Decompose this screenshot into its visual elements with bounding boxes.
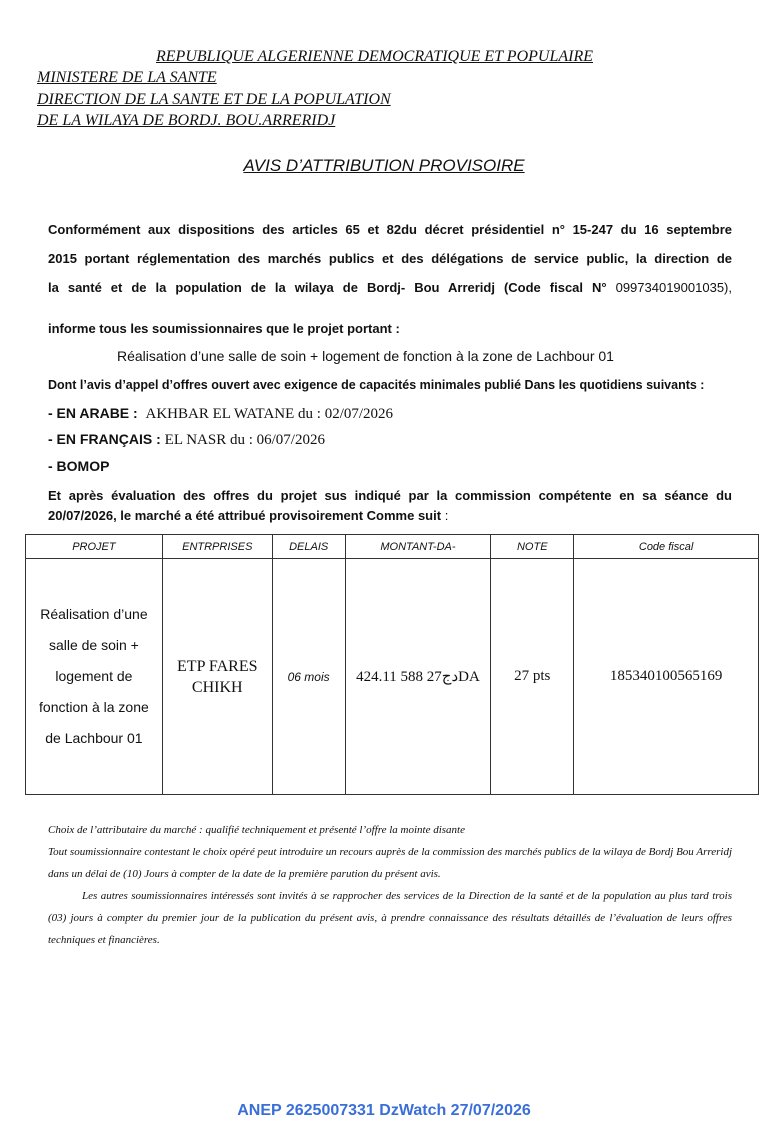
intro-line-1: Conformément aux dispositions des articles 65 et 82du décret présidentiel n° 15-247 du 16 septembre	[48, 222, 732, 237]
footer-choix: Choix de l’attributaire du marché : qualifié techniquement et présenté l’offre la mointe disante	[48, 824, 465, 836]
press-francais-value: EL NASR du : 06/07/2026	[164, 432, 325, 448]
th-note: NOTE	[491, 535, 574, 559]
montant-currency: دج	[441, 669, 459, 685]
tax-id-direction: 099734019001035),	[615, 280, 732, 295]
cell-entreprise: ETP FARES CHIKH	[162, 559, 272, 795]
project-description: Réalisation d’une salle de soin + logement de fonction à la zone de Lachbour 01	[117, 348, 614, 364]
intro-line-4: informe tous les soumissionnaires que le projet portant :	[48, 321, 400, 336]
intro-line-2: 2015 portant réglementation des marchés publics et des délégations de service public, la direction de	[48, 251, 732, 266]
evaluation-line-2-text: 20/07/2026, le marché a été attribué provisoirement Comme suit	[48, 508, 442, 523]
evaluation-line-1: Et après évaluation des offres du projet sus indiqué par la commission compétente en sa séance du	[48, 488, 732, 503]
th-code-fiscal: Code fiscal	[574, 535, 759, 559]
evaluation-colon: :	[444, 508, 449, 523]
cell-code-fiscal: 185340100565169	[574, 559, 759, 795]
montant-value: 27 588 424.11DA	[356, 669, 480, 685]
th-projet: PROJET	[26, 535, 163, 559]
cell-delais: 06 mois	[272, 559, 345, 795]
footer-invitation: Les autres soumissionnaires intéressés sont invités à se rapprocher des services de la Direction de la santé et de la population au plus tard trois (03) jours à compter du premier jour de la publication du présent avis, à prendre connaissance des résultats détaillés de l’évaluation de leurs offres techniques et financières.	[48, 890, 732, 946]
notice-line: Dont l’avis d’appel d’offres ouvert avec exigence de capacités minimales publié Dans les quotidiens suivants :	[48, 378, 705, 392]
attribution-table	[25, 534, 759, 795]
cell-projet: Réalisation d’une salle de soin + logement de fonction à la zone de Lachbour 01	[26, 559, 163, 795]
table-header-row	[26, 535, 759, 559]
footer-recours: Tout soumissionnaire contestant le choix opéré peut introduire un recours auprès de la commission des marchés publics de la wilaya de Bordj Bou Arreridj dans un délai de (10) Jours à compter de la date de la première parution du présent avis.	[48, 846, 732, 880]
cell-note: 27 pts	[491, 559, 574, 795]
cell-montant	[345, 559, 491, 795]
press-bomop-label: - BOMOP	[48, 458, 110, 474]
th-montant: MONTANT-DA-	[345, 535, 491, 559]
table-row	[26, 559, 759, 795]
press-arabe-label: - EN ARABE :	[48, 405, 138, 421]
intro-line-3-text: la santé et de la population de la wilaya de Bordj- Bou Arreridj (Code fiscal N°	[48, 280, 607, 295]
evaluation-paragraph	[48, 488, 732, 528]
press-francais	[48, 431, 325, 449]
evaluation-line-2	[48, 508, 732, 528]
header-wilaya: DE LA WILAYA DE BORDJ. BOU.ARRERIDJ	[37, 112, 336, 129]
anep-reference: ANEP 2625007331 DzWatch 27/07/2026	[237, 1102, 531, 1119]
th-entreprises: ENTRPRISES	[162, 535, 272, 559]
press-arabe	[48, 405, 393, 423]
press-arabe-value: AKHBAR EL WATANE du : 02/07/2026	[145, 406, 394, 422]
intro-line-3	[48, 280, 732, 309]
press-bomop	[48, 458, 109, 474]
intro-paragraph	[48, 222, 732, 336]
header-republique: REPUBLIQUE ALGERIENNE DEMOCRATIQUE ET POPULAIRE	[156, 48, 593, 65]
press-francais-label: - EN FRANÇAIS :	[48, 431, 161, 447]
header-ministere: MINISTERE DE LA SANTE	[37, 69, 217, 86]
th-delais: DELAIS	[272, 535, 345, 559]
page-title: AVIS D’ATTRIBUTION PROVISOIRE	[243, 156, 525, 175]
footer-notes	[48, 819, 732, 951]
header-direction: DIRECTION DE LA SANTE ET DE LA POPULATION	[37, 91, 391, 108]
